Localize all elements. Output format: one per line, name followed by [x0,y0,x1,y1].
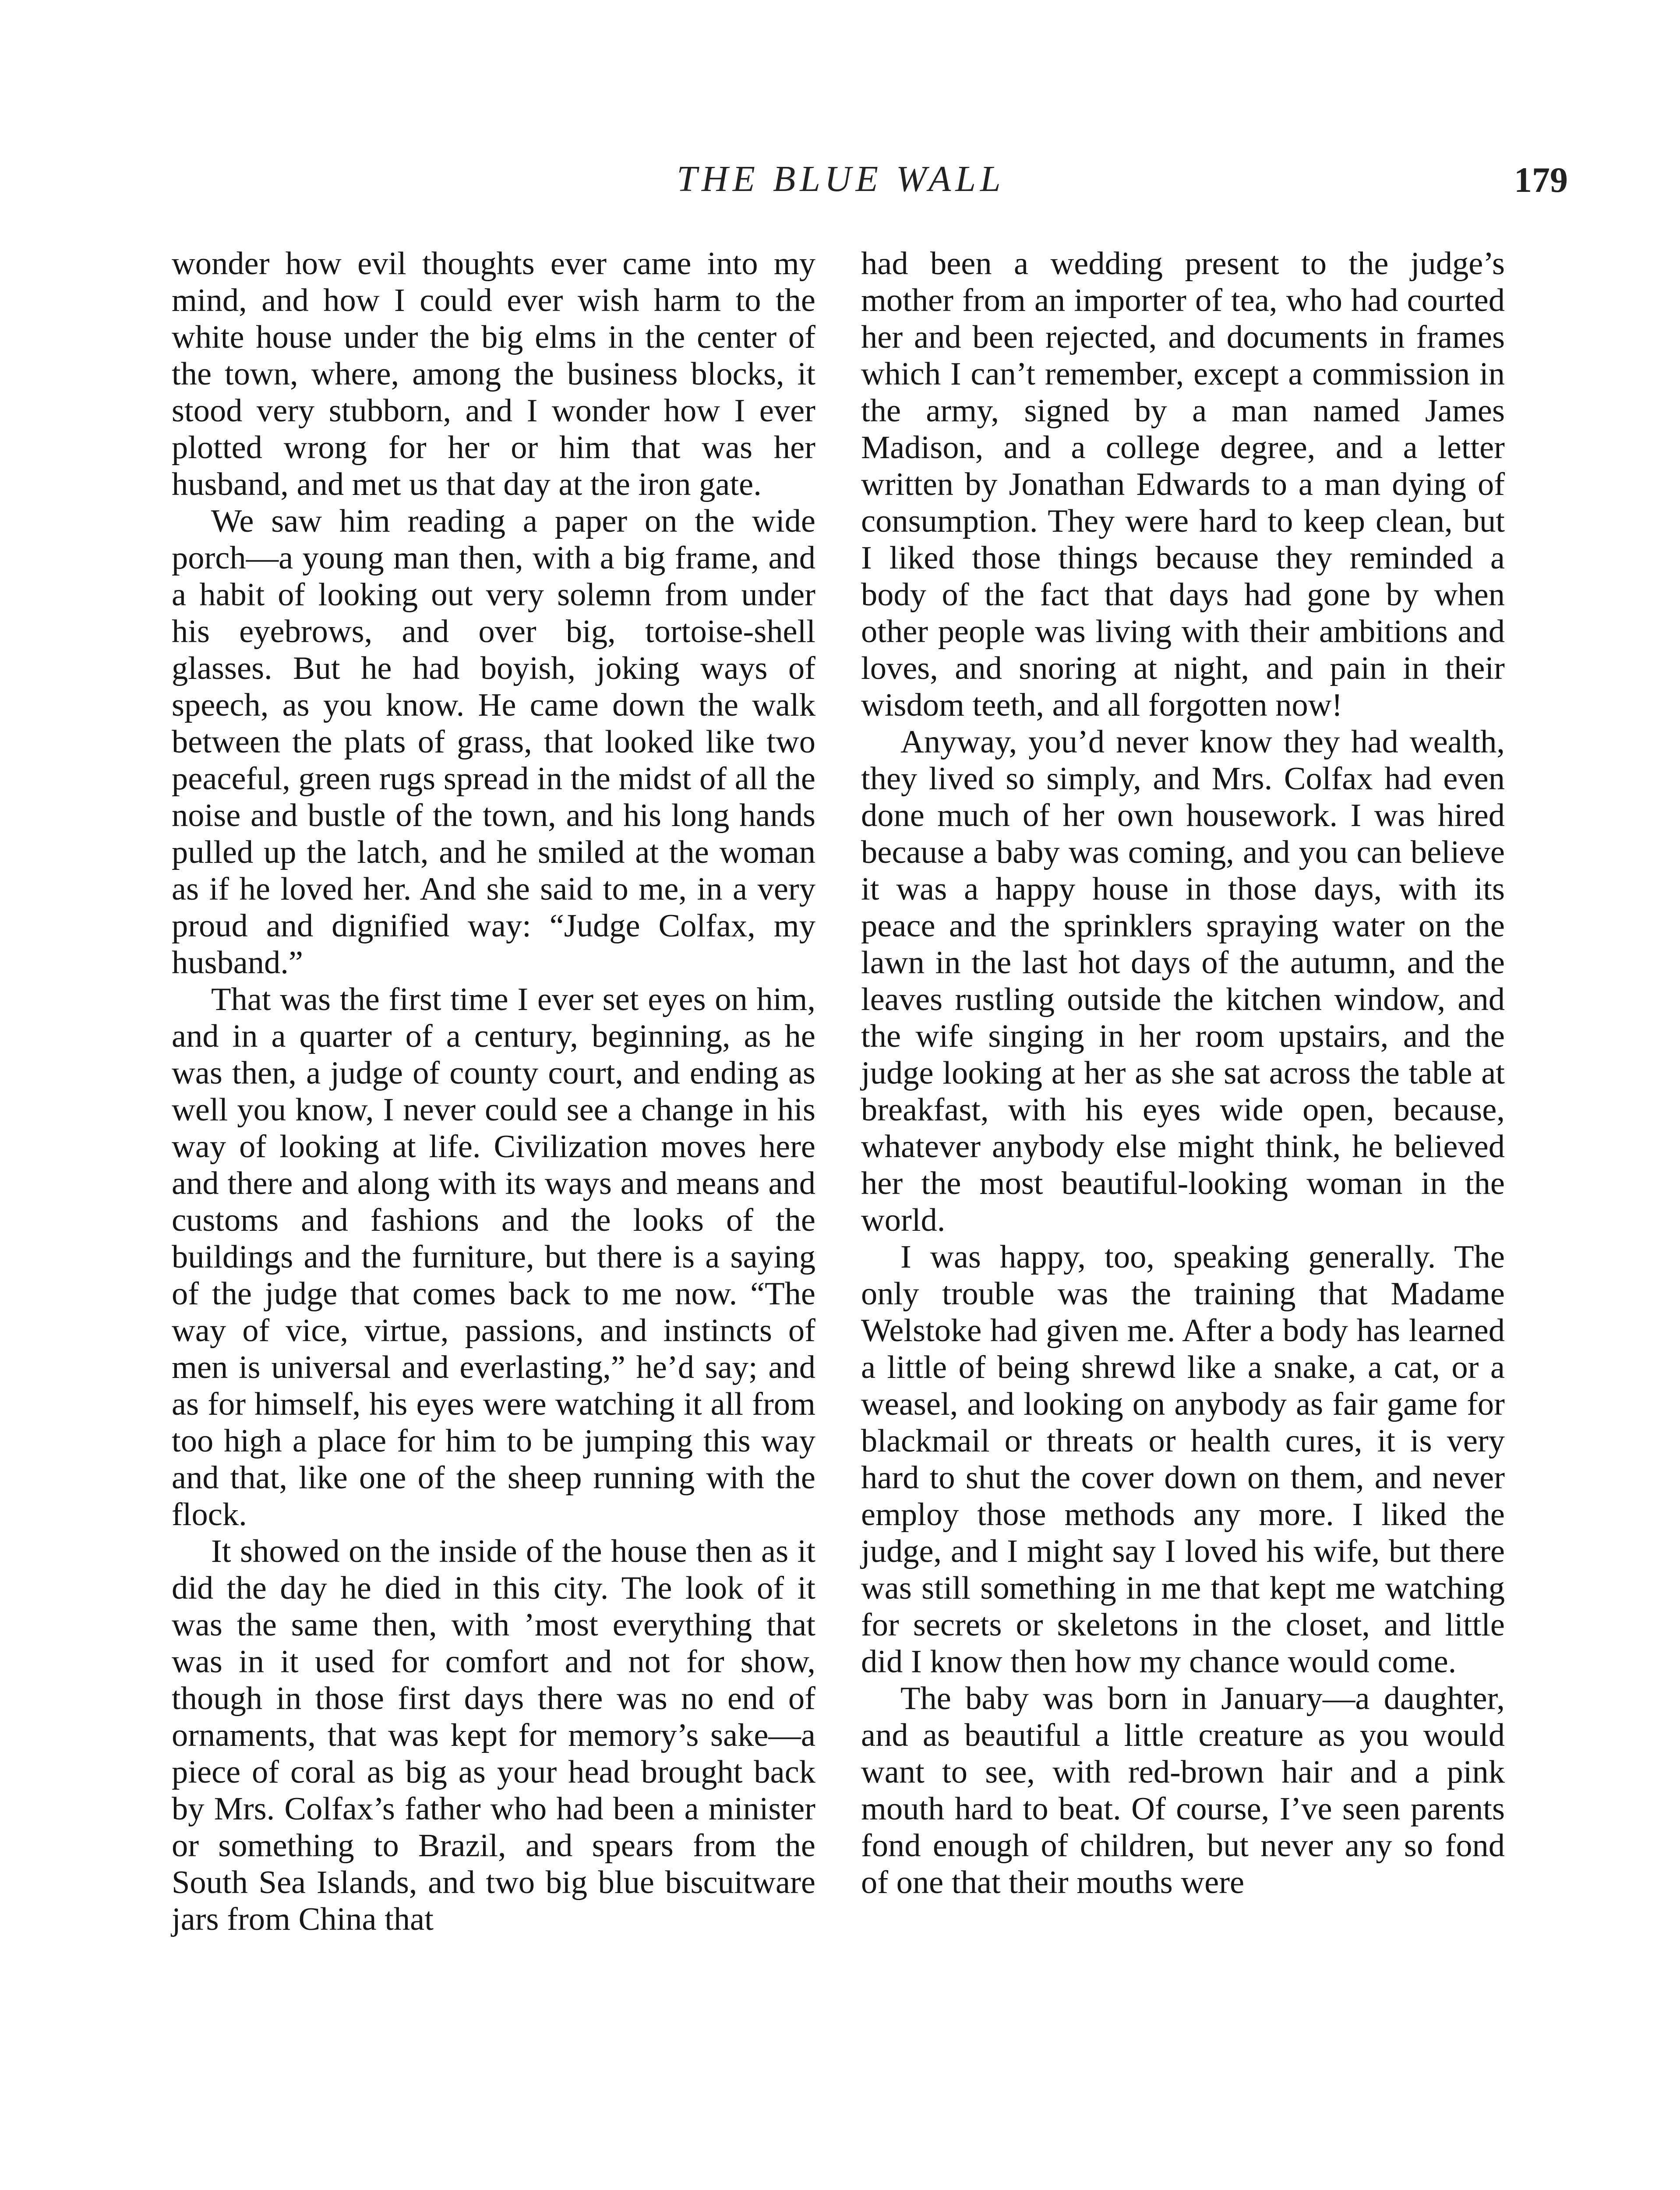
paragraph: That was the first time I ever set eyes on him, and in a quarter of a century, beginning, as he was then, a judge of county court, and ending as well you know, I never could see a change in his way of looking at life. Civilization moves here and there and along with its ways and means and customs and fashions and the looks of the buildings and the furniture, but there is a saying of the judge that comes back to me now. “The way of vice, virtue, passions, and instincts of men is universal and everlasting,” he’d say; and as for himself, his eyes were watching it all from too high a place for him to be jumping this way and that, like one of the sheep running with the flock. [172,982,815,1533]
text-column-left [172,245,815,1938]
text-column-right [861,245,1505,1901]
paragraph: wonder how evil thoughts ever came into my mind, and how I could ever wish harm to the white house under the big elms in the center of the town, where, among the business blocks, it stood very stubborn, and I wonder how I ever plotted wrong for her or him that was her husband, and met us that day at the iron gate. [172,246,815,502]
paragraph: had been a wedding present to the judge’s mother from an importer of tea, who had courted her and been rejected, and documents in frames which I can’t remember, except a commission in the army, signed by a man named James Madison, and a college degree, and a letter written by Jonathan Edwards to a man dying of consumption. They were hard to keep clean, but I liked those things because they reminded a body of the fact that days had gone by when other people was living with their ambitions and loves, and snoring at night, and pain in their wisdom teeth, and all forgotten now! [861,246,1505,723]
page-number: 179 [1514,160,1568,200]
paragraph: It showed on the inside of the house then as it did the day he died in this city. The look of it was the same then, with ’most everything that was in it used for comfort and not for show, though in those first days there was no end of ornaments, that was kept for memory’s sake—a piece of coral as big as your head brought back by Mrs. Colfax’s father who had been a minister or something to Brazil, and spears from the South Sea Islands, and two big blue biscuitware jars from China that [172,1533,815,1937]
running-title: THE BLUE WALL [677,159,1005,199]
paragraph: I was happy, too, speaking generally. The only trouble was the training that Madame Welstoke had given me. After a body has learned a little of being shrewd like a snake, a cat, or a weasel, and looking on anybody as fair game for blackmail or threats or health cures, it is very hard to shut the cover down on them, and never employ those methods any more. I liked the judge, and I might say I loved his wife, but there was still something in me that kept me watching for secrets or skeletons in the closet, and little did I know then how my chance would come. [861,1239,1505,1680]
paragraph: The baby was born in January—a daughter, and as beautiful a little creature as you would want to see, with red-brown hair and a pink mouth hard to beat. Of course, I’ve seen parents fond enough of children, but never any so fond of one that their mouths were [861,1681,1505,1900]
paragraph: We saw him reading a paper on the wide porch—a young man then, with a big frame, and a habit of looking out very solemn from under his eyebrows, and over big, tortoise-shell glasses. But he had boyish, joking ways of speech, as you know. He came down the walk between the plats of grass, that looked like two peaceful, green rugs spread in the midst of all the noise and bustle of the town, and his long hands pulled up the latch, and he smiled at the woman as if he loved her. And she said to me, in a very proud and dignified way: “Judge Colfax, my husband.” [172,503,815,981]
paragraph: Anyway, you’d never know they had wealth, they lived so simply, and Mrs. Colfax had even done much of her own housework. I was hired because a baby was coming, and you can believe it was a happy house in those days, with its peace and the sprinklers spraying water on the lawn in the last hot days of the autumn, and the leaves rustling outside the kitchen window, and the wife singing in her room upstairs, and the judge looking at her as she sat across the table at breakfast, with his eyes wide open, because, whatever anybody else might think, he believed her the most beautiful-looking woman in the world. [861,724,1505,1238]
